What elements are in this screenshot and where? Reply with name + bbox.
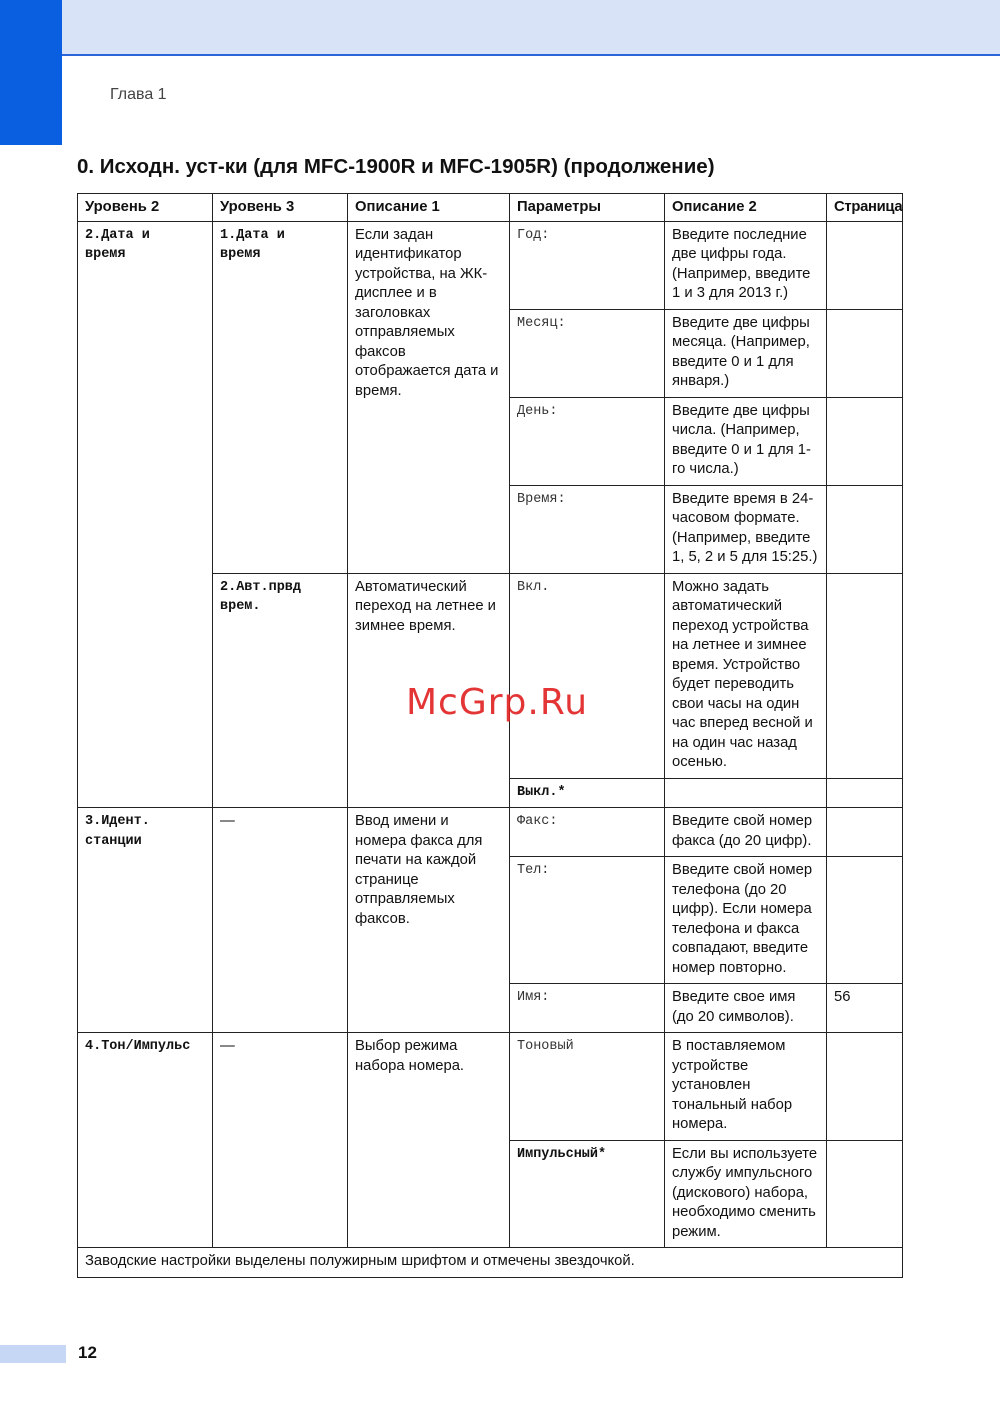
description2-fax: Введите свой номер факса (до 20 цифр).: [665, 808, 827, 857]
page-cell: [827, 221, 903, 309]
page-reference: 56: [827, 984, 903, 1033]
page-number-bar: [0, 1345, 66, 1363]
page-cell: [827, 1033, 903, 1141]
description2-on: Можно задать автоматический переход устройства на летнее и зимнее время. Устройство будет переводить свои часы на один час вперед весной и на один час назад осенью.: [665, 573, 827, 778]
header-description2: Описание 2: [665, 194, 827, 222]
settings-table: [77, 193, 903, 1278]
table-header-row: [78, 194, 903, 222]
description1-tone-pulse: Выбор режима набора номера.: [348, 1033, 510, 1248]
param-year: Год:: [510, 221, 665, 309]
description2-tel: Введите свой номер телефона (до 20 цифр). Если номера телефона и факса совпадают, введите номер повторно.: [665, 857, 827, 984]
page-cell: [827, 778, 903, 808]
description2-year: Введите последние две цифры года. (Например, введите 1 и 3 для 2013 г.): [665, 221, 827, 309]
page-cell: [827, 573, 903, 778]
footnote-row: [78, 1248, 903, 1278]
description1-date-time: Если задан идентификатор устройства, на ЖК-дисплее и в заголовках отправляемых факсов отображается дата и время.: [348, 221, 510, 573]
param-on: Вкл.: [510, 573, 665, 778]
param-month: Месяц:: [510, 309, 665, 397]
header-level2: Уровень 2: [78, 194, 213, 222]
description2-pulse: Если вы используете службу импульсного (дискового) набора, необходимо сменить режим.: [665, 1140, 827, 1248]
table-row: [78, 1033, 903, 1141]
page-cell: [827, 397, 903, 485]
param-fax: Факс:: [510, 808, 665, 857]
description2-name: Введите свое имя (до 20 символов).: [665, 984, 827, 1033]
param-day: День:: [510, 397, 665, 485]
description2-off: [665, 778, 827, 808]
page-number: 12: [78, 1343, 97, 1362]
header-description1: Описание 1: [348, 194, 510, 222]
param-pulse-default: Импульсный*: [510, 1140, 665, 1248]
level3-auto-dst: 2.Авт.првд врем.: [213, 573, 348, 808]
header-rule: [62, 54, 1000, 56]
header-parameters: Параметры: [510, 194, 665, 222]
page-cell: [827, 857, 903, 984]
param-name: Имя:: [510, 984, 665, 1033]
description2-time: Введите время в 24-часовом формате. (Например, введите 1, 5, 2 и 5 для 15:25.): [665, 485, 827, 573]
level3-tone-pulse: —: [213, 1033, 348, 1248]
level3-station-id: —: [213, 808, 348, 1033]
description1-station-id: Ввод имени и номера факса для печати на каждой странице отправляемых факсов.: [348, 808, 510, 1033]
table-row: [78, 808, 903, 857]
param-tel: Тел:: [510, 857, 665, 984]
header-band: [0, 0, 1000, 56]
param-off-default: Выкл.*: [510, 778, 665, 808]
level2-tone-pulse: 4.Тон/Импульс: [78, 1033, 213, 1248]
header-level3: Уровень 3: [213, 194, 348, 222]
footnote: Заводские настройки выделены полужирным шрифтом и отмечены звездочкой.: [78, 1248, 903, 1278]
watermark: McGrp.Ru: [406, 682, 589, 723]
description2-tone: В поставляемом устройстве установлен тональный набор номера.: [665, 1033, 827, 1141]
param-tone: Тоновый: [510, 1033, 665, 1141]
section-title: 0. Исходн. уст-ки (для MFC-1900R и MFC-1905R) (продолжение): [77, 155, 715, 178]
level2-date-time: 2.Дата и время: [78, 221, 213, 808]
description2-day: Введите две цифры числа. (Например, введите 0 и 1 для 1-го числа.): [665, 397, 827, 485]
page-cell: [827, 1140, 903, 1248]
level3-date-time: 1.Дата и время: [213, 221, 348, 573]
level2-station-id: 3.Идент. станции: [78, 808, 213, 1033]
chapter-tab: [0, 0, 62, 145]
description1-auto-dst: Автоматический переход на летнее и зимнее время.: [348, 573, 510, 808]
page-cell: [827, 309, 903, 397]
header-page: Страница: [827, 194, 903, 222]
table-row: [78, 221, 903, 309]
chapter-label: Глава 1: [110, 86, 167, 103]
page-cell: [827, 808, 903, 857]
description2-month: Введите две цифры месяца. (Например, введите 0 и 1 для января.): [665, 309, 827, 397]
param-time: Время:: [510, 485, 665, 573]
page-cell: [827, 485, 903, 573]
